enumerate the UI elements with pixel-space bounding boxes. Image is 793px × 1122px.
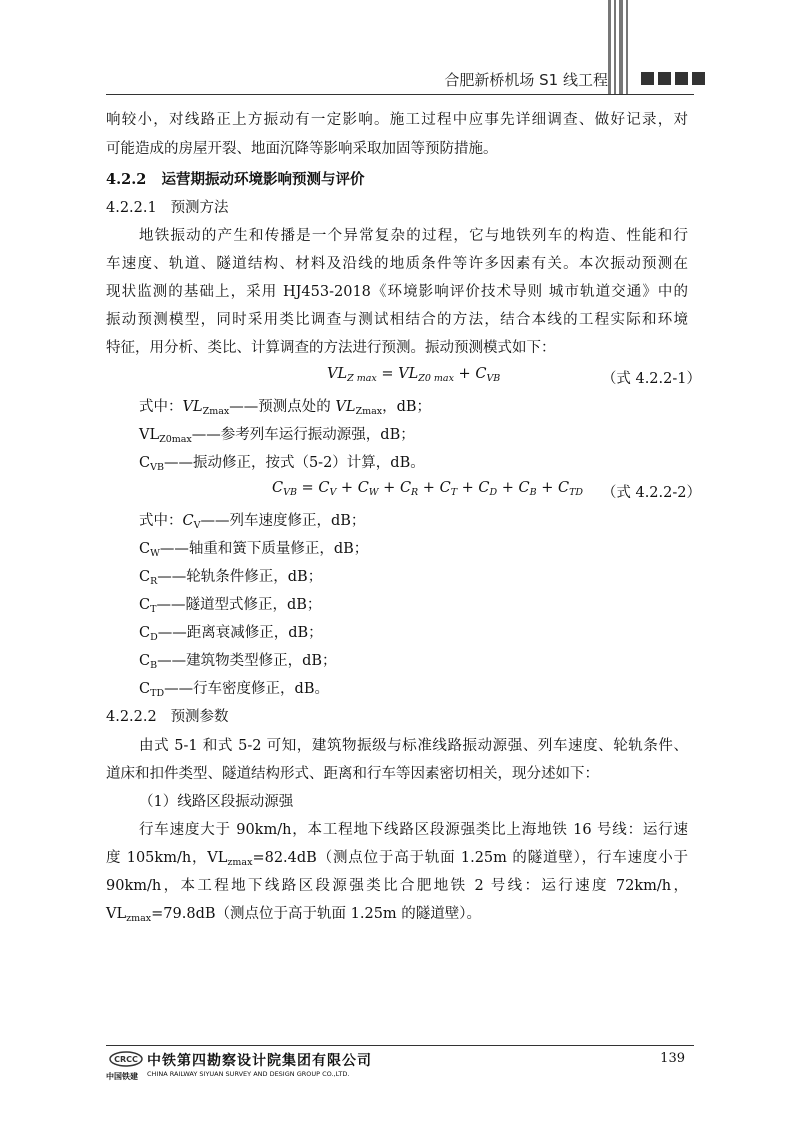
definition-line: 式中：$C_V——$列车速度修正，dB；: [139, 513, 366, 531]
subsection-number: 4.2.2.1: [106, 200, 157, 216]
subsection-heading: [106, 707, 688, 727]
paragraph-line: 车速度、轨道、隧道结构、材料及沿线的地质条件等许多因素有关。本次振动预测在: [106, 256, 688, 272]
definition-line: $C_D——$距离衰减修正，dB；: [139, 625, 323, 643]
definition-line: $VL_{Z0max}——$参考列车运行振动源强，dB；: [139, 427, 415, 445]
equation-2: $C_{VB} = C_V + C_W + C_R + C_T + C_D + C_B + C_{TD}$: [272, 480, 584, 498]
paragraph-line: 振动预测模型，同时采用类比调查与测试相结合的方法，结合本线的工程实际和环境: [106, 312, 688, 328]
footer-company-cn: 中铁第四勘察设计院集团有限公司: [147, 1053, 372, 1069]
footer-rule: [106, 1045, 694, 1046]
paragraph-line: $VL_{zmax}=79.8dB$（测点位于高于轨面 1.25m 的隧道壁）。: [106, 906, 482, 924]
paragraph-line: 可能造成的房屋开裂、地面沉降等影响采取加固等预防措施。: [106, 141, 498, 157]
definition-line: $C_T——$隧道型式修正，dB；: [139, 597, 322, 615]
subsection-title: 预测参数: [170, 709, 229, 725]
equation-1: $VL_{Z max} = VL_{Z0 max} + C_{VB}$: [327, 366, 501, 384]
equation-1-label: （式 4.2.2-1）: [601, 371, 701, 387]
section-title: 运营期振动环境影响预测与评价: [161, 171, 365, 188]
definition-line: $C_R——$轮轨条件修正，dB；: [139, 569, 323, 587]
page-number: 139: [660, 1051, 685, 1066]
section-heading: [106, 170, 688, 190]
header-rule: [106, 94, 694, 95]
header-squares: [641, 72, 709, 89]
equation-2-label: （式 4.2.2-2）: [601, 485, 701, 501]
subsection-number: 4.2.2.2: [106, 709, 157, 725]
definition-line: $C_{VB}——$振动修正，按式（5-2）计算，dB。: [139, 455, 425, 473]
paragraph-line: 现状监测的基础上，采用 HJ453-2018《环境影响评价技术导则 城市轨道交通》中的: [106, 284, 688, 300]
section-number: 4.2.2: [106, 171, 147, 188]
definition-line: $C_{TD}——$行车密度修正，dB。: [139, 681, 329, 699]
definition-line: $C_B——$建筑物类型修正，dB；: [139, 653, 337, 671]
footer-rail-brand: 中国铁建: [106, 1072, 138, 1081]
paragraph-line: 响较小，对线路正上方振动有一定影响。施工过程中应事先详细调查、做好记录，对: [106, 112, 688, 128]
company-logo: [108, 1050, 144, 1072]
paragraph-line: 90km/h，本工程地下线路区段源强类比合肥地铁 2 号线：运行速度 72km/h，: [106, 878, 688, 894]
logo-text: CRCC: [114, 1055, 138, 1064]
paragraph-line: 由式 5-1 和式 5-2 可知，建筑物振级与标准线路振动源强、列车速度、轮轨条件、: [139, 738, 688, 754]
paragraph-line: 地铁振动的产生和传播是一个异常复杂的过程，它与地铁列车的构造、性能和行: [139, 228, 688, 244]
header-title: 合肥新桥机场 S1 线工程: [444, 71, 608, 89]
definition-line: 式中：$VL_{Zmax}——$预测点处的 $VL_{Zmax}$，dB；: [139, 399, 432, 417]
paragraph-line: 特征，用分析、类比、计算调查的方法进行预测。振动预测模式如下：: [106, 340, 556, 356]
paragraph-line: 行车速度大于 90km/h，本工程地下线路区段源强类比上海地铁 16 号线：运行速: [139, 822, 688, 838]
subsection-heading: [106, 198, 688, 218]
subsection-title: 预测方法: [170, 200, 229, 216]
footer-company-en: CHINA RAILWAY SIYUAN SURVEY AND DESIGN GROUP CO.,LTD.: [147, 1070, 350, 1078]
paragraph-line: 道床和扣件类型、隧道结构形式、距离和行车等因素密切相关，现分述如下：: [106, 766, 599, 782]
header-decoration-bars: [608, 0, 630, 95]
paragraph-line: 度 105km/h，$VL_{zmax}=82.4dB$（测点位于高于轨面 1.25m 的隧道壁），行车速度小于: [106, 850, 689, 868]
list-item-heading: （1）线路区段振动源强: [139, 794, 294, 810]
definition-line: $C_W——$轴重和簧下质量修正，dB；: [139, 541, 369, 559]
